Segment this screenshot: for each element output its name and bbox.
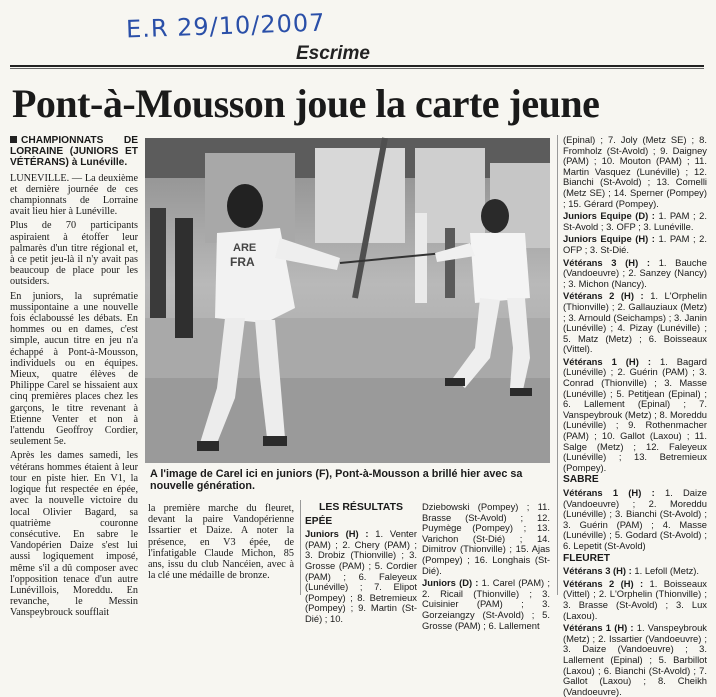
results-entry-head: Juniors Equipe (D) : <box>563 210 655 222</box>
fencing-photo-illustration <box>145 138 550 463</box>
article-kicker <box>10 135 138 169</box>
jacket-print-top: ARE <box>233 242 257 254</box>
article-column <box>10 135 138 619</box>
results-entry-text: 1. Vanspeybrouk (Metz) ; 2. Issartier (Vandoeuvre) ; 3. Daize (Vandoeuvre) ; 3. Lallement (Epinal) ; 5. Barbillot (Laxou) ; 6. Bianchi (St-Avold) ; 7. Gallot (Laxou) ; 8. Cheikh (Vandoeuvre). <box>563 622 707 697</box>
results-entry-head: Vétérans 1 (H) : <box>563 355 651 367</box>
results-entry-head: Juniors (H) : <box>305 528 369 540</box>
results-column-2 <box>422 501 550 631</box>
results-section-fleuret: FLEURET <box>563 552 610 564</box>
article-paragraph: Plus de 70 participants aspiraient à étoffer leur palmarès d'un titre régional et, à ce petit jeu-là il n'y avait pas beaucoup de place pour les outsiders. <box>10 220 138 288</box>
results-entry-head: Vétérans 1 (H) : <box>563 622 634 634</box>
results-entry-text: 1. Daize (Vandoeuvre) ; 2. Moreddu (Lunéville) ; 3. Bianchi (St-Avold) ; 3. Guérin (PAM) ; 4. Masse (Lunéville) ; 5. Godard (St-Avold) ; 6. Lepetit (St-Avold) <box>563 487 707 551</box>
results-entry-head: Vétérans 3 (H) : <box>563 565 632 577</box>
results-entry <box>422 578 550 631</box>
results-entry <box>563 566 707 577</box>
results-entry <box>563 258 707 290</box>
results-entry-text: 1. Lefoll (Metz). <box>634 565 699 577</box>
results-entry-text: 1. L'Orphelin (Thionville) ; 2. Gallauziaux (Metz) ; 3. Arnould (Seichamps) ; 3. Janin (Lunéville) ; 4. Pizay (Lunéville) ; 5. Matz (Metz) ; 6. Boisseaux (Vittel). <box>563 290 707 355</box>
results-entry <box>305 529 417 624</box>
results-section-epee: EPÉE <box>305 515 333 527</box>
results-entry-text: Dziebowski (Pompey) ; 11. Brasse (St-Avold) ; 12. Puymège (Pompey) ; 13. Varichon (St-Dié) ; 14. Dimitrov (Thionville) ; 15. Ajas (Pompey) ; 16. Longhais (St-Dié). <box>422 501 550 576</box>
photo-caption: A l'image de Carel ici en juniors (F), Pont-à-Mousson a brillé hier avec sa nouvelle génération. <box>150 468 523 492</box>
results-title: LES RÉSULTATS <box>319 501 403 513</box>
handwritten-date-stamp: E.R 29/10/2007 <box>125 8 326 44</box>
results-entry <box>563 623 707 697</box>
results-entry <box>563 579 707 621</box>
results-entry-text: 1. Bagard (Lunéville) ; 2. Guérin (PAM) ; 3. Conrad (Thionville) ; 3. Masse (Lunéville) ; 5. Petitjean (Epinal) ; 6. Lallement (Epinal) ; 7. Vanspeybrouk (Metz) ; 8. Moreddu (Lunéville) ; 9. Rothenmacher (PAM) ; 10. Gallot (Laxou) ; 11. Salge (Metz) ; 12. Faleyeux (Lunéville) ; 13. Betremieux (Pompey). <box>563 355 707 473</box>
results-entry <box>563 234 707 255</box>
article-paragraph: LUNEVILLE. — La deuxième et dernière journée de ces championnats de Lorraine avait lieu hier à Lunéville. <box>10 172 138 218</box>
fencing-photo <box>145 138 550 463</box>
article-paragraph: En juniors, la suprématie mussipontaine a une nouvelle fois éclaboussé les débats. En hommes ou en dames, c'est simple, aucun titre en jeu n'a échappé à Pont-à-Mousson, individuels ou en équipes. Mieux, quatre élèves de Philippe Carel se hissaient aux cinq premières places chez les garçons, le titre revenant à Etienne Venter et non à l'attendu Geoffroy Cordier, seulement 5e. <box>10 290 138 448</box>
header-rule <box>10 65 704 67</box>
results-section-sabre: SABRE <box>563 474 599 486</box>
header-rule-thin <box>10 68 704 69</box>
results-column-1 <box>305 501 417 624</box>
article-continuation <box>148 503 294 595</box>
column-divider <box>557 135 558 595</box>
kicker-text: CHAMPIONNATS DE LORRAINE (JUNIORS ET VÉTÉRANS) à Lunéville. <box>10 135 138 169</box>
results-entry-text: 1. Carel (PAM) ; 2. Ricail (Thionville) ; 3. Cuisinier (PAM) ; 3. Gorzeiangzy (St-Avold) ; 5. Grosse (PAM) ; 6. Lallement <box>422 577 550 631</box>
results-entry-head: Vétérans 2 (H) : <box>563 290 644 302</box>
results-entry-text: 1. PAM ; 2. OFP ; 3. St-Dié. <box>563 233 708 255</box>
results-entry-head: Juniors Equipe (H) : <box>563 233 655 245</box>
article-paragraph: Après les dames samedi, les vétérans hommes étaient à leur tour en piste hier. En V1, la logique fut respectée en épée, avec la nouvelle victoire du local Olivier Bagard, sa quatrième couronne consécutive. En sabre le Vandopérien Daize s'est lui aussi logiquement imposé, même s'il a dû composer avec l'opposition tenace d'un autre Lunévillois, Moreddu. En revanche, le Messin Vanspeybrouck soufflait <box>10 450 138 619</box>
results-entry <box>563 291 707 355</box>
results-entry-head: Vétérans 3 (H) : <box>563 256 650 268</box>
bullet-square-icon <box>10 136 17 143</box>
jacket-print: FRA <box>230 255 255 269</box>
results-entry-text: (Epinal) ; 7. Joly (Metz SE) ; 8. Fromholz (St-Avold) ; 9. Daigney (PAM) ; 10. Mouton (PAM) ; 11. Martin Vasquez (Lunéville) ; 12. Bianchi (St-Avold) ; 13. Comelli (Metz SE) ; 14. Sperner (Pompey) ; 15. Gérard (Pompey). <box>563 134 707 209</box>
results-entry-text: 1. Boisseaux (Vittel) ; 2. L'Orphelin (Thionville) ; 3. Brasse (St-Avold) ; 3. Lux (Laxou). <box>563 577 707 621</box>
results-entry-head: Juniors (D) : <box>422 577 479 589</box>
results-entry-text: 1. Bauche (Vandoeuvre) ; 2. Sanzey (Nancy) ; 3. Michon (Nancy). <box>563 256 707 289</box>
results-entry <box>563 135 707 209</box>
results-entry <box>563 488 707 552</box>
results-entry <box>563 357 707 474</box>
results-entry-text: 1. PAM ; 2. St-Avold ; 3. OFP ; 3. Lunéville. <box>563 210 708 232</box>
results-entry-text: 1. Venter (PAM) ; 2. Chery (PAM) ; 3. Drobiz (Thionville) ; 3. Grosse (PAM) ; 5. Cordier (PAM) ; 6. Faleyeux (Lunéville) ; 7. Elipot (Pompey) ; 8. Betremieux (Pompey) ; 9. Martin (St-Dié) ; 10. <box>305 528 417 624</box>
results-column-3 <box>563 134 708 697</box>
results-entry <box>563 211 707 232</box>
headline: Pont-à-Mousson joue la carte jeune <box>12 81 600 126</box>
results-entry-head: Vétérans 1 (H) : <box>563 487 655 498</box>
column-divider <box>300 500 301 595</box>
section-label: Escrime <box>296 43 370 64</box>
article-paragraph: la première marche du fleuret, devant la paire Vandopérienne Issartier et Daize. A noter la présence, en V3 épée, de l'infatigable Claude Michon, 85 ans, issu du club Nancéien, avec à la clé une médaille de bronze. <box>148 503 294 582</box>
results-entry-head: Vétérans 2 (H) : <box>563 577 644 589</box>
results-entry <box>422 502 550 576</box>
